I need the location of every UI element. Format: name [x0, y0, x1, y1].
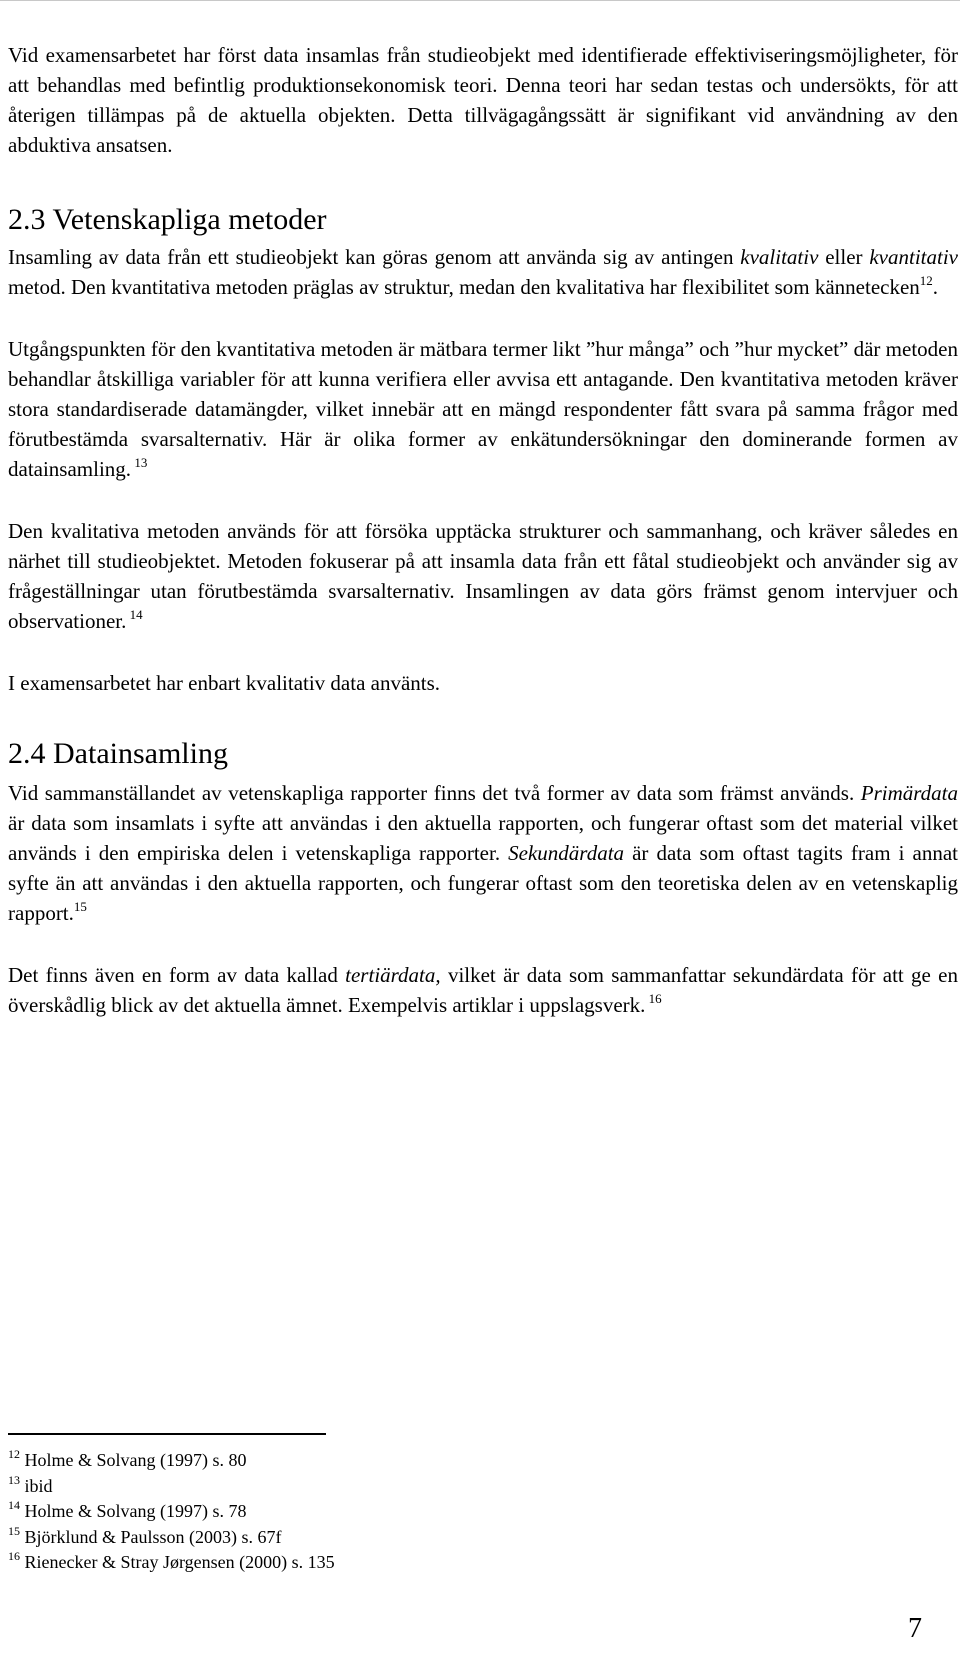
paragraph-conclusion: [8, 668, 958, 698]
footnote-separator: [8, 1433, 326, 1435]
text-run: Den kvalitativa metoden används för att försöka upptäcka strukturer och sammanhang, och kräver således en närhet till studieobjektet. Metoden fokuserar på att insamla data från ett fåtal studieobjekt och använder sig av frågeställningar utan förutbestämda svarsalternativ. Insamlingen av data görs främst genom intervjuer och observationer.: [8, 519, 958, 633]
text-run: Insamling av data från ett studieobjekt kan göras genom att använda sig av antingen: [8, 245, 741, 269]
footnote-number: 13: [8, 1472, 20, 1487]
paragraph-tertiary: [8, 960, 958, 1020]
footnote-ref-12: 12: [919, 273, 933, 288]
text-run: I examensarbetet har enbart kvalitativ data använts.: [8, 671, 441, 695]
text-run: är data som oftast tagits fram i annat syfte än att användas i den aktuella rapporten, och fungerar oftast som den teoretiska delen av en vetenskaplig rapport.: [8, 841, 958, 925]
page-number: 7: [908, 1613, 922, 1644]
footnote-text: Holme & Solvang (1997) s. 80: [20, 1450, 247, 1470]
footnote-number: 14: [8, 1498, 20, 1512]
italic-term-kvalitativ: kvalitativ: [740, 245, 819, 269]
footnote-item: [8, 1474, 708, 1500]
top-border-line: [0, 0, 960, 1]
intro-paragraph: [8, 40, 958, 160]
footnote-text: ibid: [20, 1475, 53, 1496]
footnote-number: 12: [8, 1447, 20, 1461]
footnote-item: [8, 1499, 708, 1525]
text-run: Det finns även en form av data kallad: [8, 963, 346, 987]
footnote-ref-13: 13: [131, 455, 148, 470]
footnote-text: Holme & Solvang (1997) s. 78: [20, 1501, 247, 1521]
italic-term-kvantitativ: kvantitativ: [869, 245, 958, 269]
footnote-number: 16: [8, 1549, 20, 1563]
footnotes: [8, 1448, 708, 1576]
footnote-number: 15: [8, 1523, 20, 1538]
paragraph-quantitative: [8, 334, 958, 484]
section-heading-2-3: 2.3 Vetenskapliga metoder: [8, 203, 327, 236]
footnote-text: Björklund & Paulsson (2003) s. 67f: [20, 1526, 282, 1547]
paragraph-methods: [8, 242, 958, 302]
paragraph-qualitative: [8, 516, 958, 636]
footnote-item: [8, 1448, 708, 1474]
intro-text: Vid examensarbetet har först data insamlas från studieobjekt med identifierade effektiviseringsmöjligheter, för att behandlas med befintlig produktionsekonomisk teori. Denna teori har sedan testas och undersökts, för att återigen tillämpas på de aktuella objekten. Detta tillvägagångssätt är signifikant vid användning av den abduktiva ansatsen.: [8, 43, 958, 157]
footnote-ref-16: 16: [645, 991, 662, 1006]
italic-term-tertiardata: tertiärdata,: [345, 963, 441, 987]
text-run: .: [932, 275, 939, 299]
footnote-ref-14: 14: [126, 607, 143, 622]
text-run: Vid sammanställandet av vetenskapliga rapporter finns det två former av data som främst används.: [8, 781, 861, 805]
footnote-item: [8, 1525, 708, 1551]
paragraph-data-types: [8, 778, 958, 928]
text-run: eller: [818, 245, 870, 269]
section-heading-2-4: 2.4 Datainsamling: [8, 737, 228, 770]
text-run: vilket är data som sammanfattar sekundärdata för att ge en överskådlig blick av det aktuella ämnet. Exempelvis artiklar i uppslagsverk.: [8, 963, 958, 1017]
text-run: metod. Den kvantitativa metoden präglas av struktur, medan den kvalitativa har flexibilitet som kännetecken: [8, 275, 920, 299]
italic-term-sekundardata: Sekundärdata: [508, 841, 625, 865]
document-page: [8, 40, 958, 1020]
footnote-ref-15: 15: [73, 899, 87, 914]
footnote-item: [8, 1550, 708, 1576]
footnote-text: Rienecker & Stray Jørgensen (2000) s. 135: [20, 1552, 335, 1572]
italic-term-primardata: Primärdata: [860, 781, 958, 805]
text-run: är data som insamlats i syfte att användas i den aktuella rapporten, och fungerar oftast som det material vilket används i den empiriska delen i vetenskapliga rapporter.: [8, 811, 958, 865]
text-run: Utgångspunkten för den kvantitativa metoden är mätbara termer likt ”hur många” och ”hur mycket” där metoden behandlar åtskilliga variabler för att kunna verifiera eller avvisa ett antagande. Den kvantitativa metoden kräver stora standardiserade datamängder, vilket innebär att en mängd respondenter fått svara på samma frågor med förutbestämda svarsalternativ. Här är olika former av enkätundersökningar den dominerande formen av datainsamling.: [8, 337, 958, 481]
